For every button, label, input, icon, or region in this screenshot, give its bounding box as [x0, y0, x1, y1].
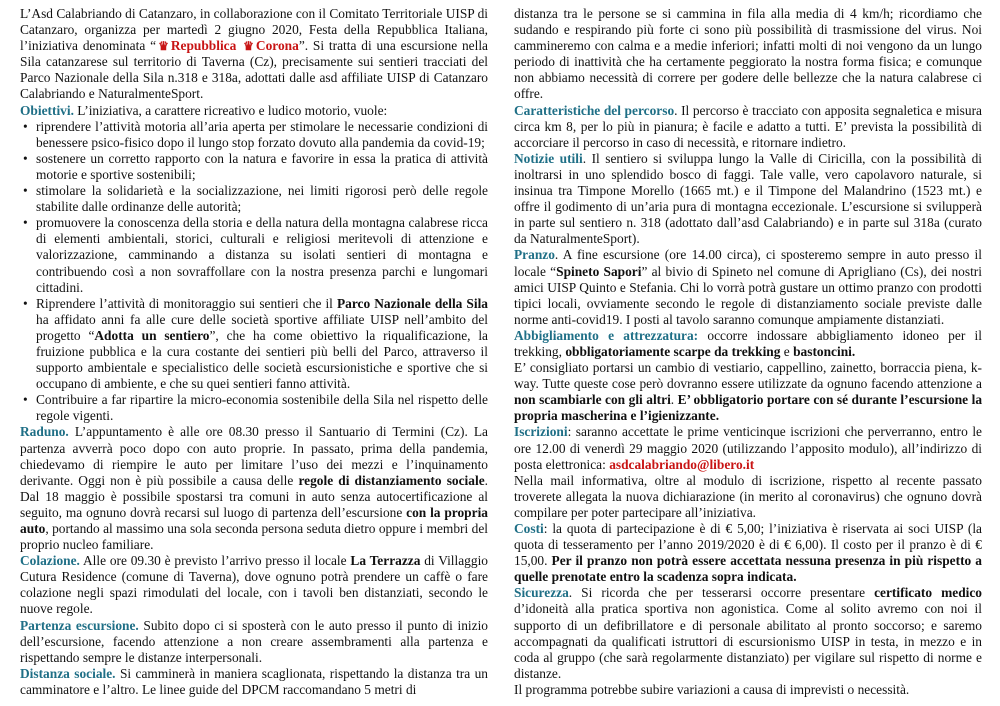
iscrizioni-heading: Iscrizioni	[514, 424, 568, 440]
obiettivi-heading: Obiettivi.	[20, 102, 74, 118]
costi-heading: Costi	[514, 521, 544, 536]
crown-icon: ♛	[158, 39, 169, 54]
caratteristiche-heading: Caratteristiche del percorso	[514, 102, 675, 118]
distanza-paragraph: Distanza sociale. Si camminerà in maniera scaglionata, rispettando la distanza tra un camminatore e l’altro. Le linee guide del DPCM raccomandano 5 metri di	[20, 665, 489, 697]
raduno-heading: Raduno.	[20, 424, 69, 440]
distanza-continuation: distanza tra le persone se si cammina in fila alla media di 4 km/h; ricordiamo che sudando e respirando più forte ci sono più possibilità di trasmissione del virus. Noi cammineremo con calma e a medie inferiori; infatti molti di noi vengono da un lungo periodo di inattività che ha certamente peggiorato la nostra forma fisica; e comunque non abbiamo necessità di correre per godere delle bellezze che la natura calabrese ci offre.	[514, 6, 982, 102]
corona-label: Corona	[255, 38, 299, 54]
partenza-paragraph: Partenza escursione. Subito dopo ci si sposterà con le auto presso il punto di inizio dell’escursione, facendo attenzione a non creare assembramenti alla partenza e rispettando sempre le distanze interpersonali.	[20, 617, 489, 665]
sicurezza-heading: Sicurezza	[514, 585, 569, 601]
notizie-paragraph: Notizie utili. Il sentiero si sviluppa lungo la Valle di Ciricilla, con la possibilità di inoltrarsi in uno splendido bosco di faggi. Tale valle, vero capolavoro naturale, si insinua tra Timpone Morello (1665 mt.) e il Timpone del Malandrino (1523 mt.) e offre il godimento di un’aria pura di montagna eccezionale. L’escursione si svilupperà in parte sul sentiero n. 318 (adottato dall’asd Calabriando) e in parte sul 318a (curato da NaturalmenteSport).	[514, 150, 982, 247]
list-item: • promuovere la conoscenza della storia e della natura della montagna calabrese ricca di elementi ambientali, storici, culturali e religiosi meritevoli di attenzione e valorizzazione, camminando a distanza su isolati sentieri di montagna e contribuendo così a non sovraffollare con la nostra presenza parchi e lungomari cittadini.	[20, 215, 488, 295]
iscrizioni-info-paragraph: Nella mail informativa, oltre al modulo di iscrizione, rispetto al recente passato troverete allegata la nuova dichiarazione (in merito al coronavirus) che ognuno dovrà compilare per poter partecipare all’iniziativa.	[514, 472, 982, 520]
list-item: • Contribuire a far ripartire la micro-economia sostenibile della Sila nel rispetto delle regole vigenti.	[20, 392, 488, 424]
sicurezza-paragraph: Sicurezza. Si ricorda che per tesserarsi occorre presentare certificato medico d’idoneità alla pratica sportiva non agonistica. Come al solito avremo con noi il supporto di un defibrillatore e di personale abilitato al pronto soccorso; e saremo accompagnati da qualificati istruttori di escursionismo UISP in testa, in mezzo e in coda al gruppo (che sarà regolarmente distanziato) per vigilare sul rispetto di norme e distanze.	[514, 585, 983, 681]
partenza-heading: Partenza escursione.	[20, 617, 139, 633]
pranzo-paragraph: Pranzo. A fine escursione (ore 14.00 circa), ci sposteremo sempre in auto presso il locale “Spineto Sapori” al bivio di Spineto nel comune di Aprigliano (Cs), dei nostri amici UISP Quinto e Stefania. Chi lo vorrà potrà gustare un ottimo pranzo con prodotti tipici locali, ovviamente secondo le regole di distanziamento sociale previste dalle norme anti-covid19. I posti al tavolo saranno comunque ampiamente distanziati.	[514, 247, 982, 327]
pranzo-heading: Pranzo	[514, 247, 555, 263]
raduno-paragraph: Raduno. L’appuntamento è alle ore 08.30 presso il Santuario di Termini (Cz). La partenza avverrà poco dopo con auto proprie. In passato, prima della pandemia, chiedevamo di riempire le auto per limitare l’uso dei mezzi e l’inquinamento derivante. Oggi non è più possibile a causa delle regole di distanziamento sociale. Dal 18 maggio è possibile spostarsi tra comuni in auto senza autocertificazione al seguito, ma ognuno dovrà recarsi sul luogo di partenza dell’escursione con la propria auto, portando al massimo una sola seconda persona seduta dietro oppure i membri del proprio nucleo familiare.	[20, 424, 488, 553]
colazione-heading: Colazione.	[20, 553, 80, 569]
intro-paragraph: L’Asd Calabriando di Catanzaro, in collaborazione con il Comitato Territoriale UISP di Catanzaro, organizza per martedì 2 giugno 2020, Festa della Repubblica Italiana, l’iniziativa denominata “ ♛ Repubblica ♛ Corona”. Si tratta di una escursione nella Sila catanzarese sul territorio di Taverna (Cz), precisamente sui sentieri tracciati del Parco Nazionale della Sila n.318 e 318a, adottati dalle asd affiliate UISP di Catanzaro Calabriando e NaturalmenteSport.	[20, 6, 488, 102]
abbigliamento-paragraph: Abbigliamento e attrezzatura: occorre indossare abbigliamento idoneo per il trekking, obbligatoriamente scarpe da trekking e bastoncini.	[514, 327, 982, 359]
list-item: • Riprendere l’attività di monitoraggio sui sentieri che il Parco Nazionale della Sila ha affidato anni fa alle cure delle società sportive affiliate UISP nell’ambito del progetto “Adotta un sentiero”, che ha come obiettivo la riqualificazione, la fruizione pubblica e la cura costante dei sentieri più belli del Parco, attraverso il supporto ambientale e specialistico delle società escursionistiche e sportive che si occupano di ambiente, e che su quei sentieri fanno attività.	[20, 296, 488, 393]
left-column	[20, 6, 488, 698]
iscrizioni-paragraph: Iscrizioni: saranno accettate le prime venticinque iscrizioni che perverranno, entro le ore 12.00 di venerdì 29 maggio 2020 (utilizzando l’apposito modulo), all’indirizzo di posta elettronica: asdcalabriando@libero.it	[514, 424, 982, 472]
crown-icon: ♛	[243, 39, 254, 54]
repubblica-label: Repubblica	[170, 38, 237, 54]
notizie-heading: Notizie utili	[514, 150, 583, 166]
email-link[interactable]: asdcalabriando@libero.it	[609, 456, 755, 472]
attrezzatura-paragraph: E’ consigliato portarsi un cambio di vestiario, cappellino, zainetto, borraccia piena, k-way. Tutte queste cose però dovranno essere utilizzate da ognuno facendo attenzione a non scambiarle con gli altri. E’ obbligatorio portare con sé durante l’escursione la propria mascherina e l’igienizzante.	[514, 360, 983, 424]
abbigliamento-heading: Abbigliamento e attrezzatura:	[514, 327, 699, 343]
distanza-heading: Distanza sociale.	[20, 665, 116, 681]
list-item: • stimolare la solidarietà e la socializzazione, nei limiti rigorosi però delle regole stabilite dalle ordinanze delle autorità;	[20, 183, 488, 215]
caratteristiche-paragraph: Caratteristiche del percorso. Il percorso è tracciato con apposita segnaletica e misura circa km 8, per lo più in pianura; è facile e adatto a tutti. E’ prevista la possibilità di accorciare il percorso in caso di necessità, e ritornare indietro.	[514, 102, 982, 150]
obiettivi-paragraph: Obiettivi. L’iniziativa, a carattere ricreativo e ludico motorio, vuole:	[20, 102, 388, 118]
colazione-paragraph: Colazione. Alle ore 09.30 è previsto l’arrivo presso il locale La Terrazza di Villaggio Cutura Residence (comune di Taverna), dove ognuno potrà prendere un caffè o fare colazione negli spazi rimodulati del locale, con i tavoli ben distanziati, secondo le nuove regole.	[20, 553, 488, 617]
list-item: • riprendere l’attività motoria all’aria aperta per stimolare le necessarie condizioni di benessere psico-fisico dopo il lungo stop forzato dovuto alla pandemia da covid-19;	[20, 119, 488, 151]
right-column	[514, 6, 982, 698]
list-item: • sostenere un corretto rapporto con la natura e favorire in essa la pratica di attività motorie e sportive sostenibili;	[20, 151, 488, 183]
objectives-list	[20, 119, 488, 425]
final-note: Il programma potrebbe subire variazioni a causa di imprevisti o necessità.	[514, 681, 910, 697]
costi-paragraph: Costi: la quota di partecipazione è di € 5,00; l’iniziativa è riservata ai soci UISP (la quota di tesseramento per l’anno 2019/2020 è di € 6,00). Il costo per il pranzo è di € 15,00. Per il pranzo non potrà essere accettata nessuna presenza in più rispetto a quelle prenotate entro la scadenza sopra indicata.	[514, 521, 982, 585]
